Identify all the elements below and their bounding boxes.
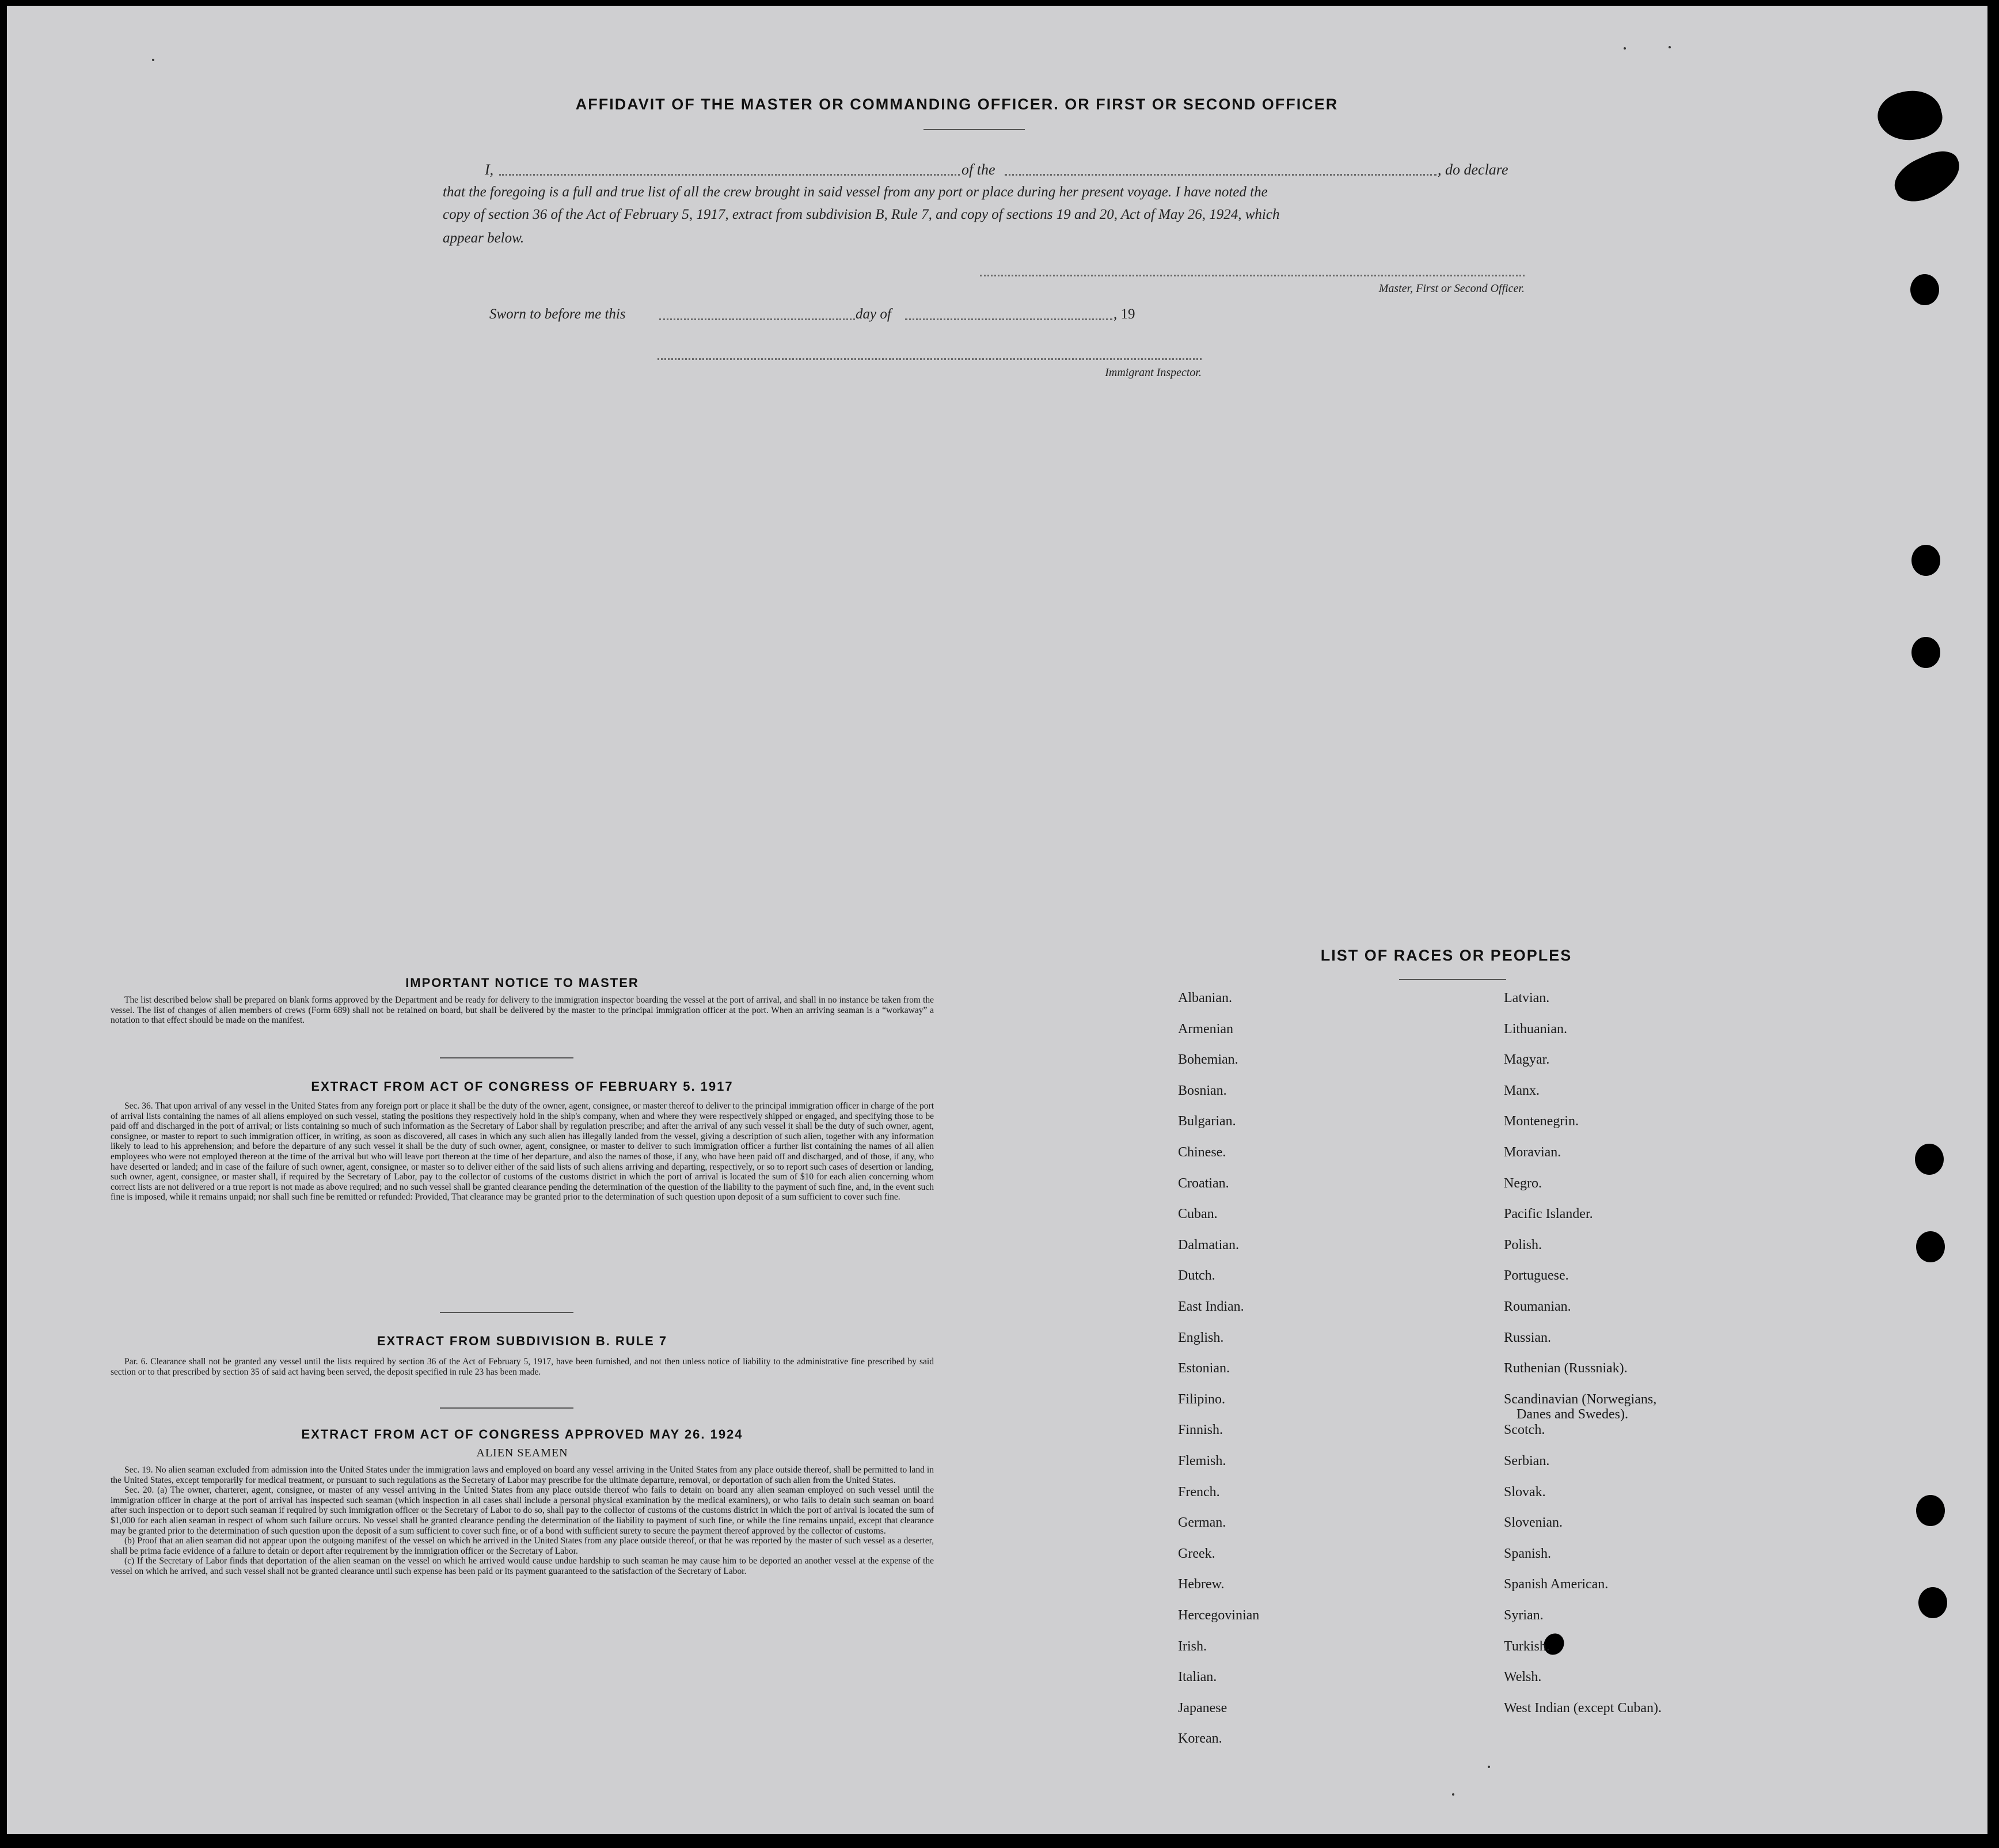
- notice-text: [111, 995, 934, 1026]
- race-item: English.: [1178, 1330, 1224, 1345]
- race-item: Scotch.: [1504, 1422, 1545, 1438]
- race-item: Hebrew.: [1178, 1577, 1225, 1592]
- race-item: German.: [1178, 1515, 1226, 1531]
- race-item: Armenian: [1178, 1021, 1233, 1037]
- race-item: Moravian.: [1504, 1145, 1561, 1160]
- race-item: Lithuanian.: [1504, 1021, 1567, 1037]
- race-item: East Indian.: [1178, 1299, 1244, 1314]
- race-item: Montenegrin.: [1504, 1114, 1579, 1129]
- race-item: Bulgarian.: [1178, 1114, 1236, 1129]
- races-title-rule: [1399, 979, 1506, 980]
- sec-36-paragraph: Sec. 36. That upon arrival of any vessel in the United States from any foreign port or place it shall be the duty of the owner, agent, consignee, or master thereof to deliver to the principal immigration officer in charge of the port of arrival lists containing the names of all aliens employed on such vessel, stating the positions they respectively hold in the ship's company, when and where they were respectively shipped or engaged, and specifying those to be paid off and discharged in the port of arrival; or lists containing so much of such information as the Secretary of Labor shall by regulation prescribe; and after the arrival of any such vessel it shall be the duty of such owner, agent, consignee, or master to report to such immigration officer, in writing, as soon as discovered, all cases in which any such alien has illegally landed from the vessel, giving a description of such alien, together with any information likely to lead to his apprehension; and before the departure of any such vessel it shall be the duty of such owner, agent, consignee, or master to deliver to such immigration officer a further list containing the names of all alien employees who were not employed thereon at the time of the arrival but who will leave port thereon at the time of her departure, and also the names of those, if any, who have been paid off and discharged, and of those, if any, who have deserted or landed; and in case of the failure of such owner, agent, consignee, or master so to deliver either of the said lists of such aliens arriving and departing, respectively, or so to report such cases of desertion or landing, such owner, agent, consignee, or master shall, if required by the Secretary of Labor, pay to the collector of customs of the customs district in which the port of arrival is located the sum of $10 for each alien concerning whom correct lists are not delivered or a true report is not made as above required; and no such vessel shall be granted clearance pending the determination of the question of the liability to the payment of such fine, and, in the event such fine is imposed, while it remains unpaid; nor shall such fine be remitted or refunded: Provided, That clearance may be granted prior to the determination of such question upon deposit of a sum sufficient to cover such fine.: [111, 1101, 934, 1202]
- alien-seamen-subtitle: ALIEN SEAMEN: [476, 1447, 568, 1459]
- master-signature-caption: Master, First or Second Officer.: [1378, 282, 1525, 295]
- race-item: Greek.: [1178, 1546, 1215, 1561]
- sworn-line-start: Sworn to before me this: [489, 306, 626, 322]
- race-item: Welsh.: [1504, 1669, 1542, 1685]
- punch-hole: [1911, 545, 1940, 576]
- extract-rule7-title: EXTRACT FROM SUBDIVISION B. RULE 7: [377, 1334, 668, 1348]
- race-item: Filipino.: [1178, 1391, 1226, 1407]
- ink-blot: [1888, 145, 1967, 210]
- extract-1917-title: EXTRACT FROM ACT OF CONGRESS OF FEBRUARY 5. 1917: [311, 1079, 734, 1094]
- sworn-day-blank: [659, 318, 855, 320]
- race-item: Croatian.: [1178, 1175, 1229, 1191]
- race-item: Albanian.: [1178, 991, 1232, 1005]
- speck: [1669, 46, 1671, 48]
- race-item: Spanish American.: [1504, 1577, 1609, 1592]
- inspector-caption: Immigrant Inspector.: [1105, 366, 1202, 379]
- declaration-line-2: that the foregoing is a full and true list of all the crew brought in said vessel from any port or place during her present voyage. I have noted the: [443, 184, 1268, 200]
- sec-20a-paragraph: Sec. 20. (a) The owner, charterer, agent, consignee, or master of any vessel arriving in the United States from any place outside thereof who fails to detain on board any alien seaman employed on such vessel until the immigration officer in charge at the port of arrival has inspected such seaman (which inspection in all cases shall include a personal physical examination by the medical examiners), or who fails to detain such seaman on board after such inspection or to deport such seaman if required by such immigration officer or the Secretary of Labor to do so, shall pay to the collector of customs of the customs district in which the port of arrival is located the sum of $1,000 for each alien seaman in respect of whom such failure occurs. No vessel shall be granted clearance pending the determination of the liability to payment of such fine, or while the fine remains unpaid, except that clearance may be granted prior to the determination of such question upon the deposit of a sum sufficient to cover such fine, or of a bond with sufficient surety to secure the payment thereof approved by the collector of customs.: [111, 1485, 934, 1536]
- race-item: Flemish.: [1178, 1454, 1226, 1468]
- race-item: Irish.: [1178, 1638, 1207, 1654]
- race-item: Spanish.: [1504, 1546, 1552, 1561]
- race-item: Italian.: [1178, 1669, 1217, 1685]
- declaration-line-3: copy of section 36 of the Act of February 5, 1917, extract from subdivision B, Rule 7, and copy of sections 19 and 20, Act of May 26, 1924, which: [443, 207, 1280, 222]
- declaration-line-1-mid: of the: [962, 161, 995, 178]
- punch-hole: [1915, 1144, 1944, 1175]
- race-item: French.: [1178, 1484, 1220, 1500]
- title-rule: [924, 129, 1025, 130]
- par-6-paragraph: Par. 6. Clearance shall not be granted any vessel until the lists required by section 36 of the Act of February 5, 1917, have been furnished, and not then unless notice of liability to the administrative fine prescribed by said section or to that prescribed by section 35 of said act having been served, the deposit specified in rule 23 has been made.: [111, 1357, 934, 1377]
- race-item: Dutch.: [1178, 1268, 1215, 1284]
- race-item: Latvian.: [1504, 991, 1550, 1005]
- notice-title: IMPORTANT NOTICE TO MASTER: [405, 976, 639, 990]
- separator-1: [440, 1057, 573, 1058]
- sworn-line-year: , 19: [1113, 306, 1135, 322]
- race-item: Korean.: [1178, 1731, 1222, 1747]
- speck: [1488, 1766, 1490, 1768]
- race-item: Pacific Islander.: [1504, 1206, 1593, 1222]
- vessel-blank: [1005, 174, 1436, 176]
- race-item: Estonian.: [1178, 1361, 1230, 1376]
- ink-blot: [1873, 84, 1947, 147]
- race-item: Syrian.: [1504, 1608, 1544, 1623]
- races-title: LIST OF RACES OR PEOPLES: [1320, 947, 1572, 964]
- declaration-line-1-start: I,: [485, 161, 494, 178]
- race-item: Hercegovinian: [1178, 1608, 1260, 1623]
- sworn-month-blank: [905, 318, 1112, 320]
- separator-3: [440, 1407, 573, 1409]
- declaration-line-1-end: , do declare: [1438, 161, 1508, 178]
- extract-1924-title: EXTRACT FROM ACT OF CONGRESS APPROVED MAY 26. 1924: [301, 1427, 743, 1441]
- punch-hole: [1916, 1495, 1945, 1526]
- race-item: Manx.: [1504, 1083, 1540, 1098]
- race-item: Serbian.: [1504, 1454, 1550, 1468]
- race-item: Ruthenian (Russniak).: [1504, 1361, 1628, 1376]
- speck: [1452, 1793, 1454, 1796]
- sec-20c-paragraph: (c) If the Secretary of Labor finds that deportation of the alien seaman on the vessel on which he arrived would cause undue hardship to such seaman he may cause him to be deported an another vessel at the expense of the vessel on which he arrived, and such vessel shall not be granted clearance until such expense has been paid or its payment guaranteed to the satisfaction of the Secretary of Labor.: [111, 1556, 934, 1576]
- race-item: Bohemian.: [1178, 1052, 1238, 1068]
- race-item: Chinese.: [1178, 1145, 1226, 1160]
- race-item: Scandinavian (Norwegians,: [1504, 1391, 1657, 1407]
- punch-hole: [1910, 274, 1939, 305]
- extract-1924-text: [111, 1465, 934, 1577]
- race-item: Portuguese.: [1504, 1268, 1569, 1284]
- race-item: Finnish.: [1178, 1422, 1223, 1438]
- inspector-signature-line: [658, 358, 1202, 360]
- race-item: Danes and Swedes).: [1517, 1406, 1628, 1422]
- extract-rule7-text: [111, 1357, 934, 1377]
- race-item: Russian.: [1504, 1330, 1552, 1345]
- race-item: Roumanian.: [1504, 1299, 1571, 1314]
- race-item: Cuban.: [1178, 1206, 1218, 1222]
- race-item: Magyar.: [1504, 1052, 1550, 1068]
- speck: [1624, 47, 1626, 50]
- declaration-line-4: appear below.: [443, 230, 525, 246]
- sec-19-paragraph: Sec. 19. No alien seaman excluded from admission into the United States under the immigration laws and employed on board any vessel arriving in the United States from any place outside thereof, shall be permitted to land in the United States, except temporarily for medical treatment, or pursuant to such regulations as the Secretary of Labor may prescribe for the ultimate departure, removal, or deportation of such alien from the United States.: [111, 1465, 934, 1485]
- race-item: Japanese: [1178, 1700, 1227, 1716]
- punch-hole: [1918, 1587, 1947, 1618]
- race-item: Slovak.: [1504, 1484, 1546, 1500]
- document-page: [7, 6, 1987, 1834]
- race-item: Bosnian.: [1178, 1083, 1227, 1098]
- sworn-line-mid: day of: [856, 306, 891, 322]
- race-item: West Indian (except Cuban).: [1504, 1700, 1662, 1716]
- punch-hole: [1916, 1231, 1945, 1262]
- race-item: Negro.: [1504, 1175, 1542, 1191]
- name-blank: [499, 174, 960, 176]
- master-signature-line: [980, 275, 1525, 276]
- speck: [152, 59, 154, 61]
- punch-hole: [1911, 637, 1940, 668]
- notice-paragraph: The list described below shall be prepared on blank forms approved by the Department and be ready for delivery to the immigration inspector boarding the vessel at the port of arrival, and shall in no instance be taken from the vessel. The list of changes of alien members of crews (Form 689) shall not be retained on board, but shall be delivered by the master to the principal immigration officer at the port. When an arriving seaman is a “workaway” a notation to that effect should be made on the manifest.: [111, 995, 934, 1026]
- race-item: Dalmatian.: [1178, 1237, 1239, 1253]
- extract-1917-text: [111, 1101, 934, 1202]
- race-item: Turkish.: [1504, 1638, 1550, 1654]
- separator-2: [440, 1312, 573, 1313]
- race-item: Slovenian.: [1504, 1515, 1563, 1531]
- sec-20b-paragraph: (b) Proof that an alien seaman did not appear upon the outgoing manifest of the vessel on which he arrived in the United States from any place outside thereof, or that he was reported by the master of such vessel as a deserter, shall be prima facie evidence of a failure to detain or deport after requirement by the immigration officer or the Secretary of Labor.: [111, 1536, 934, 1556]
- affidavit-title: AFFIDAVIT OF THE MASTER OR COMMANDING OFFICER. OR FIRST OR SECOND OFFICER: [575, 96, 1339, 113]
- race-item: Polish.: [1504, 1237, 1542, 1253]
